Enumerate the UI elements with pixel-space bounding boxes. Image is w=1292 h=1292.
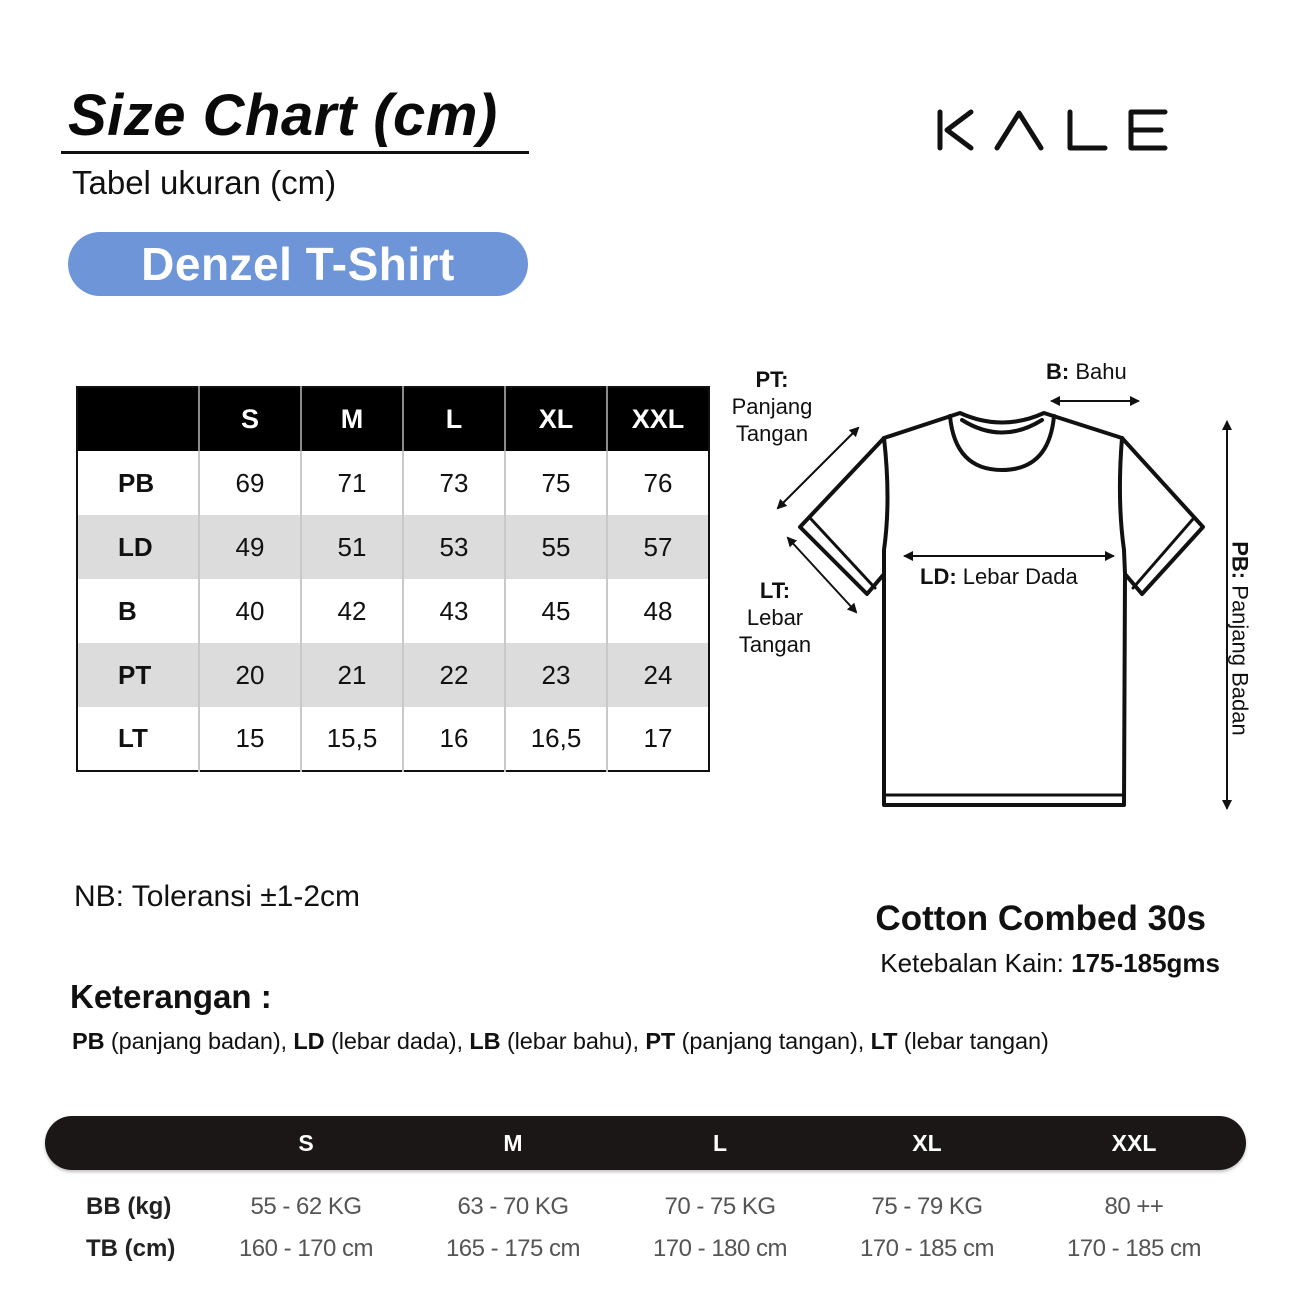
fit-cell: 75 - 79 KG	[871, 1193, 983, 1220]
column-header-xxl: XXL	[607, 387, 709, 451]
size-chart-table	[76, 386, 710, 772]
fit-cell: 170 - 185 cm	[859, 1235, 995, 1262]
fit-cell: 165 - 175 cm	[445, 1235, 581, 1262]
table-cell: 57	[607, 515, 709, 579]
table-cell: 73	[403, 451, 505, 515]
legend-code: LD	[293, 1028, 325, 1054]
fit-row-label: BB (kg)	[86, 1193, 172, 1220]
fit-cell: 160 - 170 cm	[238, 1235, 374, 1262]
fit-cell: 63 - 70 KG	[457, 1193, 569, 1220]
legend-desc: (panjang tangan),	[675, 1028, 871, 1054]
legend-code: PT	[645, 1028, 676, 1054]
product-name-badge: Denzel T-Shirt	[68, 232, 528, 296]
table-cell: 71	[301, 451, 403, 515]
row-label: PB	[118, 467, 155, 498]
ld-diagram-label	[920, 563, 1078, 590]
table-cell: 75	[505, 451, 607, 515]
fit-column-xxl: XXL	[1111, 1130, 1157, 1156]
column-header-xl: XL	[505, 387, 607, 451]
lt-line1: Lebar	[746, 605, 804, 630]
fabric-thickness	[760, 948, 1220, 979]
pt-code: PT:	[755, 367, 789, 392]
page-subtitle: Tabel ukuran (cm)	[72, 164, 337, 201]
fabric-thickness-label: Ketebalan Kain:	[880, 948, 1072, 978]
pt-diagram-label	[722, 366, 822, 447]
b-text: Bahu	[1075, 359, 1127, 384]
title-underline	[61, 151, 529, 154]
fit-cell: 170 - 180 cm	[652, 1235, 788, 1262]
fit-column-s: S	[298, 1130, 314, 1156]
table-cell: 16,5	[505, 707, 607, 771]
pb-text: Panjang Badan	[1227, 585, 1253, 736]
legend-desc: (lebar bahu),	[500, 1028, 646, 1054]
table-cell: 49	[199, 515, 301, 579]
fit-cell: 80 ++	[1104, 1193, 1164, 1220]
legend-code: PB	[72, 1028, 105, 1054]
row-label: LD	[118, 531, 153, 562]
table-cell: 45	[505, 579, 607, 643]
pb-diagram-label	[1227, 509, 1254, 769]
fabric-title: Cotton Combed 30s	[875, 899, 1206, 938]
legend-text	[72, 1028, 1049, 1055]
fit-row-height	[0, 1229, 1292, 1269]
table-cell: 51	[301, 515, 403, 579]
table-cell: 22	[403, 643, 505, 707]
fit-column-m: M	[503, 1130, 523, 1156]
table-cell: 48	[607, 579, 709, 643]
b-code: B:	[1046, 359, 1070, 384]
fit-row-label: TB (cm)	[86, 1235, 176, 1262]
table-cell: 20	[199, 643, 301, 707]
table-cell: 23	[505, 643, 607, 707]
table-cell: 17	[607, 707, 709, 771]
lt-diagram-label	[722, 577, 828, 658]
row-label: LT	[118, 723, 148, 753]
column-header-l: L	[403, 387, 505, 451]
lt-code: LT:	[759, 578, 791, 603]
row-label: B	[118, 595, 137, 626]
table-row-pt	[77, 643, 709, 707]
fit-cell: 170 - 185 cm	[1066, 1235, 1202, 1262]
table-cell: 24	[607, 643, 709, 707]
fit-cell: 70 - 75 KG	[664, 1193, 776, 1220]
table-cell: 16	[403, 707, 505, 771]
table-cell: 42	[301, 579, 403, 643]
b-diagram-label	[1046, 358, 1127, 385]
fit-column-xl: XL	[912, 1130, 942, 1156]
table-header-row	[77, 387, 709, 451]
pt-line1: Panjang	[731, 394, 813, 419]
legend-code: LT	[870, 1028, 898, 1054]
ld-text: Lebar Dada	[962, 564, 1078, 589]
table-cell: 53	[403, 515, 505, 579]
pt-line2: Tangan	[735, 421, 809, 446]
column-header-s: S	[199, 387, 301, 451]
table-cell: 55	[505, 515, 607, 579]
legend-title: Keterangan :	[70, 978, 272, 1015]
table-row-ld	[77, 515, 709, 579]
table-cell: 69	[199, 451, 301, 515]
ld-code: LD:	[920, 564, 957, 589]
column-header-blank	[77, 387, 199, 451]
table-cell: 43	[403, 579, 505, 643]
pb-code: PB:	[1227, 541, 1253, 580]
row-label: PT	[118, 659, 152, 690]
table-cell: 15,5	[301, 707, 403, 771]
fit-table-header	[45, 1116, 1246, 1170]
fabric-thickness-value: 175-185gms	[1071, 948, 1220, 978]
table-row-pb	[77, 451, 709, 515]
table-cell: 21	[301, 643, 403, 707]
table-cell: 40	[199, 579, 301, 643]
tolerance-note: NB: Toleransi ±1-2cm	[74, 880, 361, 913]
table-cell: 15	[199, 707, 301, 771]
table-row-lt	[77, 707, 709, 771]
kale-logo-icon	[935, 108, 1170, 152]
fit-row-weight	[0, 1187, 1292, 1227]
lt-line2: Tangan	[738, 632, 812, 657]
table-cell: 76	[607, 451, 709, 515]
table-row-b	[77, 579, 709, 643]
column-header-m: M	[301, 387, 403, 451]
legend-desc: (lebar tangan)	[897, 1028, 1049, 1054]
fit-column-l: L	[712, 1130, 728, 1156]
legend-desc: (panjang badan),	[104, 1028, 294, 1054]
legend-desc: (lebar dada),	[324, 1028, 470, 1054]
fit-cell: 55 - 62 KG	[250, 1193, 362, 1220]
page-title: Size Chart (cm)	[68, 83, 498, 148]
legend-code: LB	[469, 1028, 501, 1054]
